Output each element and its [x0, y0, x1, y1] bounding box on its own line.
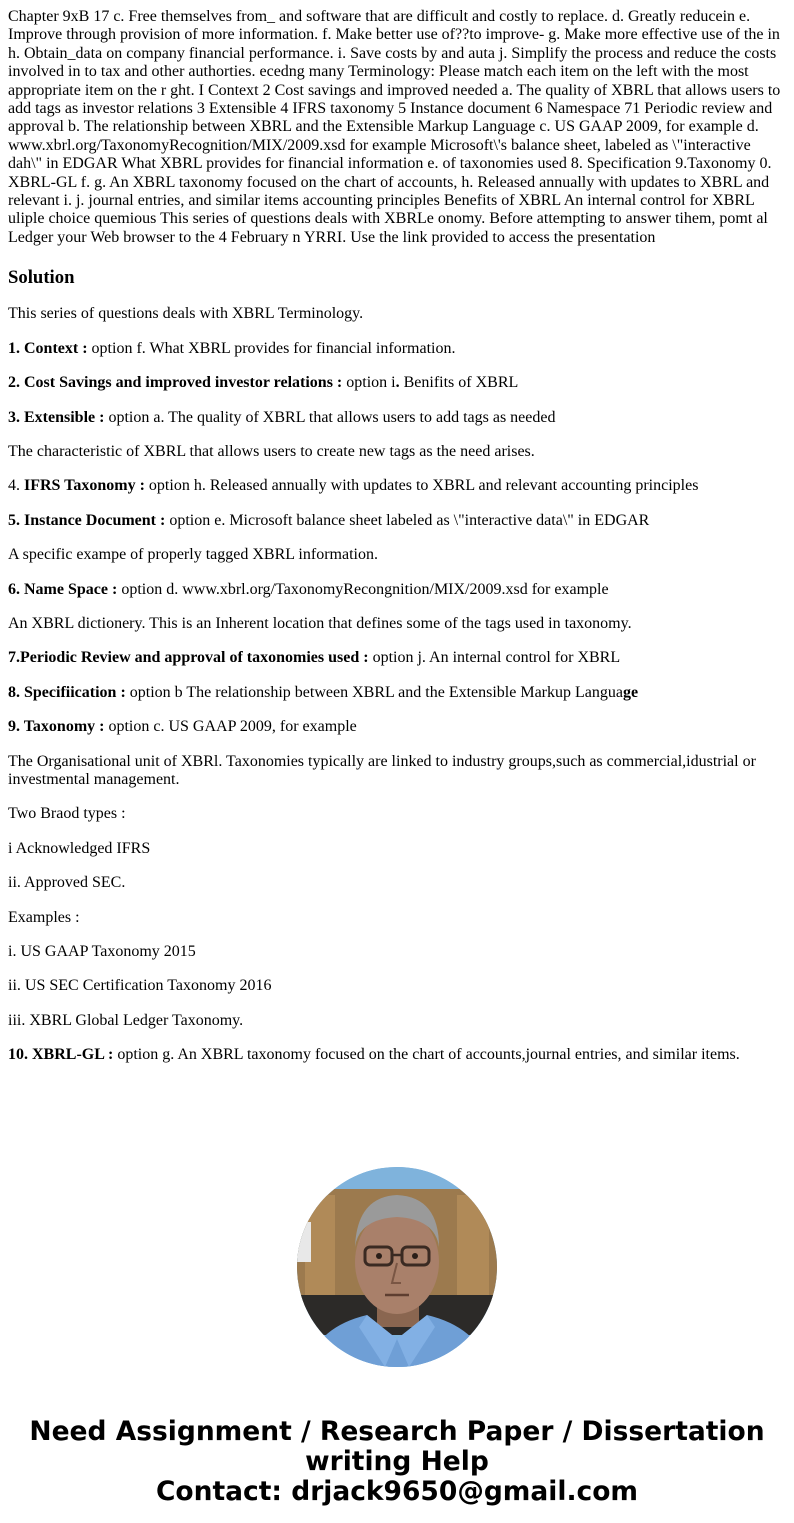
promo-line-1: Need Assignment / Research Paper / Dissertation [29, 1415, 765, 1447]
answer-item-7 [8, 649, 786, 667]
spacer [8, 1065, 786, 1167]
solution-intro: This series of questions deals with XBRL Terminology. [8, 305, 364, 323]
answer-note: Examples : [8, 908, 80, 926]
answer-note: ii. US SEC Certification Taxonomy 2016 [8, 977, 272, 995]
answer-term: 7.Periodic Review and approval of taxonomies used : [8, 649, 369, 667]
promo-contact: Contact: drjack9650@gmail.com [155, 1475, 639, 1507]
answer-text: option h. Released annually with updates to XBRL and relevant accounting principles [144, 477, 699, 495]
answer-item-4 [8, 477, 786, 495]
promo-line-2: writing Help [305, 1445, 489, 1477]
answer-item-8 [8, 684, 786, 702]
avatar [297, 1167, 497, 1367]
answer-note: i Acknowledged IFRS [8, 839, 151, 857]
answer-item-2 [8, 374, 786, 392]
answer-item-1 [8, 340, 786, 358]
answer-text: option a. The quality of XBRL that allows users to add tags as needed [104, 408, 556, 426]
answer-text: Benifits of XBRL [399, 374, 519, 392]
answer-term: 5. Instance Document : [8, 511, 166, 529]
answer-text-bold: ge [622, 683, 639, 701]
question-text: Chapter 9xB 17 c. Free themselves from_ and software that are difficult and costly to replace. d. Greatly reducein e. Improve through provision of more information. f. Make better use of??to improve- g. Make more effective use of the in h. Obtain_data on company financial performance. i. Save costs by and auta j. Simplify the process and reduce the costs involved in to tax and other authorties. ecedng many Terminology: Please match each item on the left with the most appropriate item on the r ght. I Context 2 Cost savings and improved needed a. The quality of XBRL that allows users to add tags as investor relations 3 Extensible 4 IFRS taxonomy 5 Instance document 6 Namespace 71 Periodic review and approval b. The relationship between XBRL and the Extensible Markup Language c. US GAAP 2009, for example d. www.xbrl.org/TaxonomyRecognition/MIX/2009.xsd for example Microsoft\'s balance sheet, labeled as \"interactive dah\" in EDGAR What XBRL provides for financial information e. of taxonomies used 8. Specification 9.Taxonomy 0. XBRL-GL f. g. An XBRL taxonomy focused on the chart of accounts, h. Released annually with updates to XBRL and relevant i. j. journal entries, and similar items accounting principles Benefits of XBRL An internal control for XBRL uliple choice quemious This series of questions deals with XBRLe onomy. Before attempting to answer tihem, pomt al Ledger your Web browser to the 4 February n YRRI. Use the link provided to access the presentation [8, 8, 781, 246]
answer-item-9 [8, 718, 786, 736]
answer-item-10 [8, 1046, 786, 1064]
answer-text: option g. An XBRL taxonomy focused on the chart of accounts,journal entries, and similar items. [113, 1046, 740, 1064]
answer-note: An XBRL dictionery. This is an Inherent location that defines some of the tags used in taxonomy. [8, 614, 632, 632]
answer-text-bold: . [395, 374, 400, 392]
answer-item-3 [8, 409, 786, 427]
promo-banner [8, 1417, 786, 1507]
answer-text: option e. Microsoft balance sheet labeled as \"interactive data\" in EDGAR [165, 511, 650, 529]
answer-text: option f. What XBRL provides for financial information. [87, 339, 456, 357]
answer-text: option c. US GAAP 2009, for example [104, 718, 357, 736]
answer-text: option i [342, 374, 396, 392]
answer-term: 3. Extensible : [8, 408, 105, 426]
answer-note: The characteristic of XBRL that allows users to create new tags as the need arises. [8, 442, 535, 460]
portrait-photo-icon [297, 1167, 497, 1367]
answer-note: A specific exampe of properly tagged XBRL information. [8, 546, 378, 564]
answer-note: iii. XBRL Global Ledger Taxonomy. [8, 1011, 244, 1029]
answer-term: IFRS Taxonomy : [24, 477, 145, 495]
answer-text: option d. www.xbrl.org/TaxonomyRecongnition/MIX/2009.xsd for example [117, 580, 609, 598]
answer-item-6 [8, 581, 786, 599]
avatar-container [8, 1167, 786, 1367]
answer-term: 6. Name Space : [8, 580, 118, 598]
answer-note: The Organisational unit of XBRl. Taxonomies typically are linked to industry groups,such as commercial,idustrial or investmental management. [8, 752, 756, 788]
answer-term: 2. Cost Savings and improved investor relations : [8, 374, 343, 392]
answer-term: 8. Specifiication : [8, 683, 126, 701]
answer-term: 9. Taxonomy : [8, 718, 105, 736]
answer-term: 10. XBRL-GL : [8, 1046, 114, 1064]
answer-text: option j. An internal control for XBRL [368, 649, 621, 667]
solution-heading: Solution [8, 267, 75, 289]
answer-item-5 [8, 512, 786, 530]
answer-note: Two Braod types : [8, 805, 126, 823]
answer-term: 1. Context : [8, 339, 88, 357]
answer-prefix: 4. [8, 477, 24, 495]
answer-note: ii. Approved SEC. [8, 874, 126, 892]
answer-note: i. US GAAP Taxonomy 2015 [8, 943, 196, 960]
answer-text: option b The relationship between XBRL and the Extensible Markup Langua [125, 683, 623, 701]
